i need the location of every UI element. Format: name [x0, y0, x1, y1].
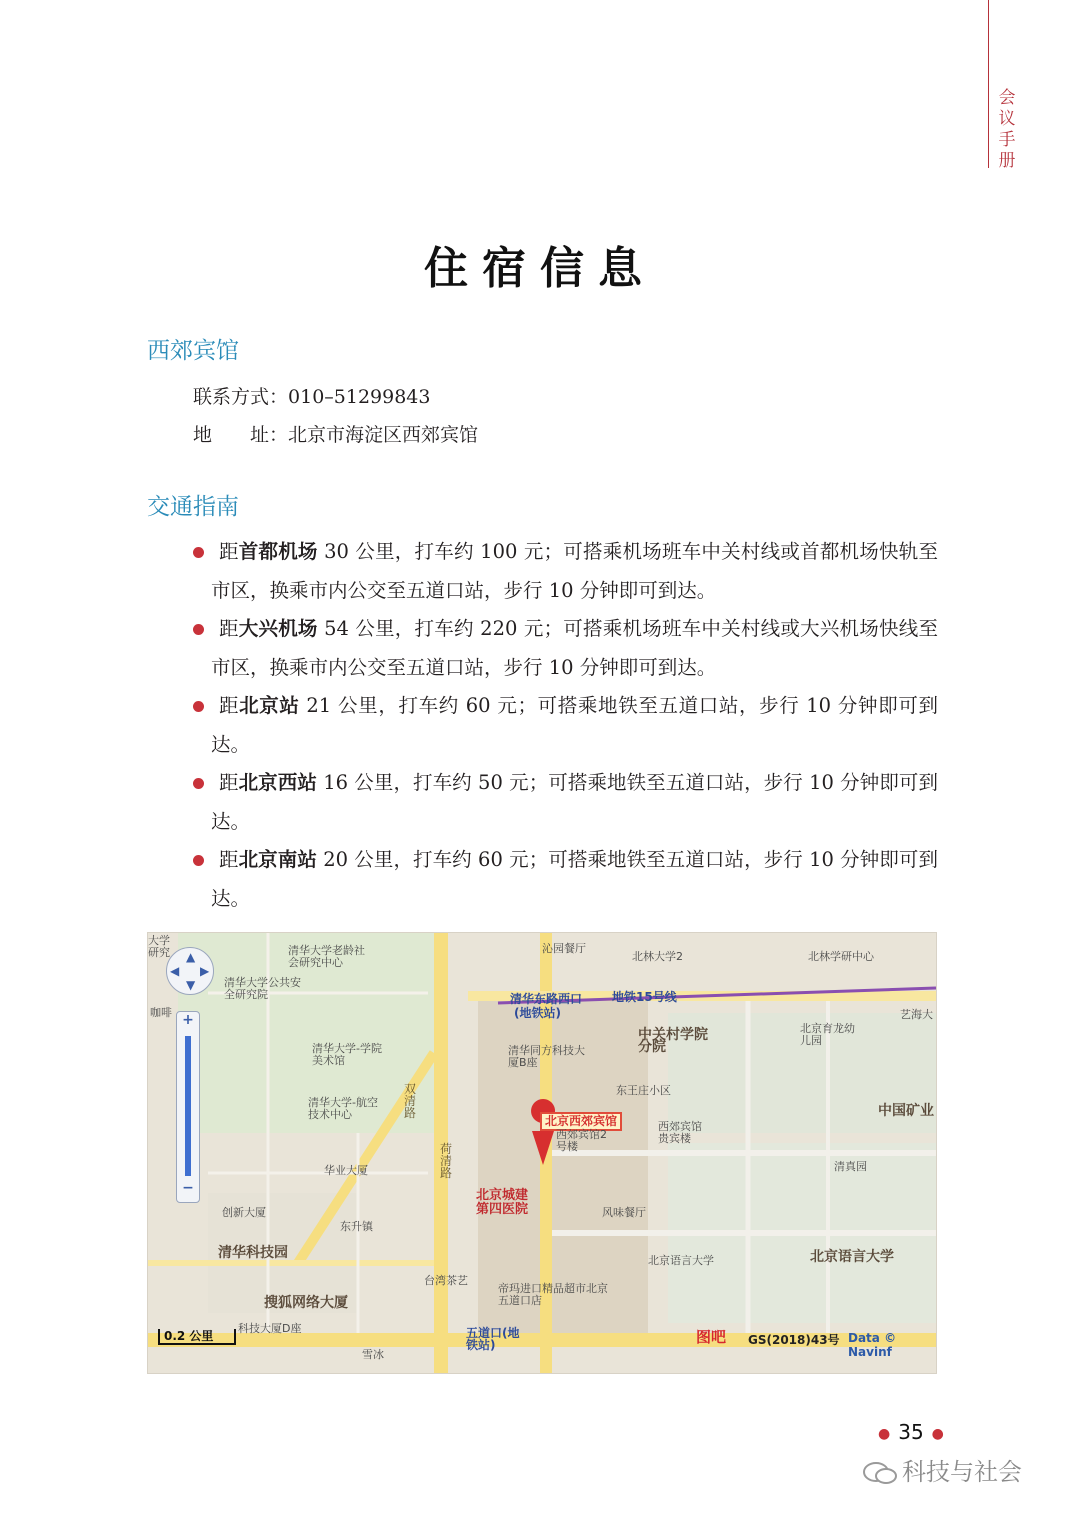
place-name: 大兴机场 [238, 617, 318, 640]
map-label: (地铁站) [514, 1006, 561, 1020]
page-number: 35 [898, 1420, 924, 1444]
map-label: 清真园 [834, 1160, 867, 1173]
map-label: 北京语言大学 [810, 1249, 894, 1265]
map-label: 艺海大 [900, 1008, 933, 1021]
map-label: 沁园餐厅 [542, 942, 586, 955]
map-label: 北林学研中心 [808, 950, 874, 963]
map-label: 清华大学-学院美术馆 [312, 1042, 382, 1067]
map-label: 中国矿业 [878, 1103, 934, 1119]
watermark-text: 科技与社会 [902, 1458, 1022, 1486]
bullet-dot-icon [193, 624, 204, 635]
place-name: 北京站 [239, 694, 300, 717]
list-item: 距北京西站 16 公里，打车约 50 元；可搭乘地铁至五道口站，步行 10 分钟即可到达。 [193, 764, 938, 841]
map-zoom-control[interactable] [176, 1011, 200, 1203]
pan-right-icon[interactable]: ▶ [200, 964, 210, 978]
map-scale: 0.2 公里 [158, 1329, 236, 1345]
list-item: 距大兴机场 54 公里，打车约 220 元；可搭乘机场班车中关村线或大兴机场快线至市区，换乘市内公交至五道口站，步行 10 分钟即可到达。 [193, 610, 938, 687]
map-label: 帝玛进口精品超市北京五道口店 [498, 1282, 608, 1307]
address-label: 地 址： [193, 424, 289, 446]
map-label: 北京语言大学 [648, 1254, 714, 1267]
map-approval-number: GS(2018)43号 [748, 1333, 840, 1347]
contact-value: 010–51299843 [288, 386, 431, 408]
bullet-dot-icon [193, 701, 204, 712]
pan-left-icon[interactable]: ◀ [170, 964, 180, 978]
map-data-credit: Data © Navinf [848, 1331, 897, 1359]
map-label: 东升镇 [340, 1220, 373, 1233]
page-dot-icon: ● [878, 1425, 891, 1442]
bullet-dot-icon [193, 855, 204, 866]
pan-up-icon[interactable]: ▲ [186, 950, 196, 964]
pan-down-icon[interactable]: ▼ [186, 978, 196, 992]
map-brand-logo: 图吧 [696, 1328, 727, 1346]
map-label: 清华大学-航空技术中心 [308, 1096, 378, 1121]
map-label: 地铁15号线 [612, 990, 677, 1004]
map-label: 双清路 [404, 1082, 417, 1120]
map-label: 北京育龙幼儿园 [800, 1022, 855, 1047]
map-label: 风味餐厅 [602, 1206, 646, 1219]
zoom-in-icon[interactable]: + [182, 1012, 194, 1028]
wechat-icon [862, 1461, 898, 1485]
place-name: 首都机场 [238, 540, 318, 563]
bullet-dot-icon [193, 547, 204, 558]
map-label: 雪冰 [362, 1348, 384, 1361]
page-dot-icon: ● [931, 1425, 944, 1442]
map-label: 西郊宾馆2号楼 [556, 1128, 607, 1153]
map-label: 荷清路 [440, 1142, 453, 1180]
map-label: 清华同方科技大厦B座 [508, 1044, 585, 1069]
zoom-slider[interactable] [185, 1036, 191, 1176]
map-label: 搜狐网络大厦 [264, 1295, 348, 1311]
page-number-row [870, 1420, 952, 1444]
contact-row [193, 382, 431, 409]
running-header-text: 会议手册 [998, 88, 1016, 171]
map-label: 东王庄小区 [616, 1084, 671, 1097]
map-label: 大学研究 [148, 934, 170, 959]
map-label: 清华东路西口 [510, 992, 583, 1006]
list-item: 距首都机场 30 公里，打车约 100 元；可搭乘机场班车中关村线或首都机场快轨至市区，换乘市内公交至五道口站，步行 10 分钟即可到达。 [193, 533, 938, 610]
map-label: 清华大学公共安全研究院 [224, 976, 301, 1001]
running-header-tab [988, 0, 1021, 171]
map-label: 中关村学院分院 [638, 1027, 708, 1055]
map-label: 华业大厦 [324, 1164, 368, 1177]
map-label: 科技大厦D座 [238, 1322, 302, 1335]
map-label: 咖啡 [150, 1006, 172, 1019]
map-label: 北林大学2 [632, 950, 683, 963]
place-name: 北京南站 [238, 848, 317, 871]
map-pan-control[interactable] [166, 947, 214, 995]
list-item: 距北京南站 20 公里，打车约 60 元；可搭乘地铁至五道口站，步行 10 分钟即可到达。 [193, 841, 938, 918]
watermark [862, 1452, 1022, 1487]
hotel-marker-label[interactable]: 北京西郊宾馆 [540, 1112, 622, 1131]
transport-list [193, 533, 938, 918]
zoom-out-icon[interactable]: − [182, 1180, 194, 1196]
address-row [193, 420, 478, 447]
hotel-heading: 西郊宾馆 [147, 338, 239, 364]
map-label: 清华科技园 [218, 1245, 288, 1261]
map-label: 创新大厦 [222, 1206, 266, 1219]
map-label: 北京城建第四医院 [476, 1188, 529, 1217]
map-label: 五道口(地铁站) [466, 1326, 520, 1352]
map-label: 台湾茶艺 [424, 1274, 468, 1287]
page-title: 住宿信息 [424, 243, 656, 294]
place-name: 北京西站 [238, 771, 317, 794]
location-map[interactable] [147, 932, 937, 1374]
contact-label: 联系方式： [193, 386, 289, 408]
list-item: 距北京站 21 公里，打车约 60 元；可搭乘地铁至五道口站，步行 10 分钟即可到达。 [193, 687, 938, 764]
map-label: 清华大学老龄社会研究中心 [288, 944, 365, 969]
bullet-dot-icon [193, 778, 204, 789]
transport-heading: 交通指南 [147, 494, 239, 520]
address-value: 北京市海淀区西郊宾馆 [288, 424, 479, 446]
map-label: 西郊宾馆贵宾楼 [658, 1120, 702, 1145]
